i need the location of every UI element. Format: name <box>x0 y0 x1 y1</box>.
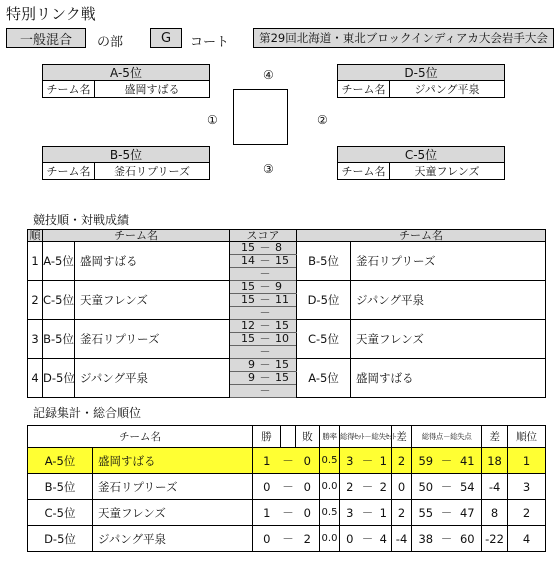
set-score-team1: 15 <box>241 280 255 293</box>
tournament-name: 第29回北海道・東北ブロックインディアカ大会岩手大会 <box>253 28 554 48</box>
set-score-team2: 15 <box>275 371 289 384</box>
division-label: 一般混合 <box>6 28 86 48</box>
team-seed: A-5位 <box>43 65 209 81</box>
score-dash: － <box>259 280 271 293</box>
team-seed: A-5位 <box>28 448 93 474</box>
set-score <box>230 281 297 294</box>
point-diff: -4 <box>482 474 508 500</box>
set-score-team2: 15 <box>275 358 289 371</box>
set-score <box>230 320 297 333</box>
wins: 1 <box>253 448 281 474</box>
results-table <box>27 229 546 398</box>
standings-row <box>28 474 546 500</box>
header-point-diff: 差 <box>482 426 508 448</box>
score-dash: － <box>259 267 271 280</box>
points-won: 38 <box>412 526 440 552</box>
score-dash: － <box>259 384 271 397</box>
team-name: ジパング平泉 <box>93 526 253 552</box>
header-team: チーム名 <box>28 426 253 448</box>
team-box-c5 <box>337 146 505 180</box>
team-seed: B-5位 <box>43 147 209 163</box>
score-dash: － <box>259 332 271 345</box>
match-order: 4 <box>28 359 43 398</box>
header-rank: 順位 <box>508 426 546 448</box>
team1-name: ジパング平泉 <box>75 359 230 398</box>
wins: 0 <box>253 474 281 500</box>
set-score-team2: 11 <box>275 293 289 306</box>
rank: 1 <box>508 448 546 474</box>
win-rate: 0.0 <box>320 474 340 500</box>
set-score-team2: 9 <box>275 280 282 293</box>
wins: 1 <box>253 500 281 526</box>
team-seed: D-5位 <box>28 526 93 552</box>
sets-dash: － <box>360 500 376 526</box>
points-won: 59 <box>412 448 440 474</box>
results-section-title: 競技順・対戦成績 <box>33 213 130 227</box>
set-score-team1: 14 <box>241 254 255 267</box>
set-score <box>230 307 297 320</box>
losses: 2 <box>296 526 320 552</box>
sets-lost: 1 <box>376 500 392 526</box>
court-letter: G <box>150 28 182 48</box>
score-dash: － <box>259 319 271 332</box>
win-rate: 0.5 <box>320 500 340 526</box>
set-score-team2: 10 <box>275 332 289 345</box>
team2-name: 盛岡すばる <box>351 359 546 398</box>
sets-dash: － <box>360 526 376 552</box>
team1-seed: D-5位 <box>43 359 75 398</box>
score-dash: － <box>259 371 271 384</box>
team2-name: ジパング平泉 <box>351 281 546 320</box>
header-win: 勝 <box>253 426 281 448</box>
score-dash: － <box>259 241 271 254</box>
header-score: スコア <box>230 230 297 242</box>
result-row <box>28 242 546 255</box>
points-won: 55 <box>412 500 440 526</box>
sets-lost: 4 <box>376 526 392 552</box>
set-diff: -4 <box>392 526 412 552</box>
set-diff: 2 <box>392 500 412 526</box>
team-name: 天童フレンズ <box>93 500 253 526</box>
sets-won: 3 <box>340 500 360 526</box>
team-box-a5 <box>42 64 210 98</box>
rank: 4 <box>508 526 546 552</box>
team1-seed: C-5位 <box>43 281 75 320</box>
set-score <box>230 385 297 398</box>
result-row <box>28 320 546 333</box>
team-name-label: チーム名 <box>43 81 95 97</box>
team-seed: D-5位 <box>338 65 504 81</box>
sets-dash: － <box>360 474 376 500</box>
team-box-d5 <box>337 64 505 98</box>
win-loss-dash: － <box>281 526 296 552</box>
header-team2: チーム名 <box>297 230 546 242</box>
points-dash: － <box>440 448 454 474</box>
point-diff: 8 <box>482 500 508 526</box>
set-score <box>230 255 297 268</box>
rank: 2 <box>508 500 546 526</box>
team2-seed: C-5位 <box>297 320 351 359</box>
set-score-team2: 15 <box>275 319 289 332</box>
match-number-1: ① <box>207 113 218 127</box>
win-loss-dash: － <box>281 448 296 474</box>
standings-row <box>28 448 546 474</box>
set-score-team1: 15 <box>241 293 255 306</box>
standings-header-row <box>28 426 546 448</box>
losses: 0 <box>296 500 320 526</box>
team-seed: C-5位 <box>28 500 93 526</box>
wins: 0 <box>253 526 281 552</box>
court-label: コート <box>190 35 230 50</box>
set-diff: 2 <box>392 448 412 474</box>
win-loss-dash: － <box>281 474 296 500</box>
team-name-label: チーム名 <box>43 163 95 179</box>
set-score <box>230 372 297 385</box>
points-dash: － <box>440 526 454 552</box>
points-lost: 54 <box>454 474 482 500</box>
set-score <box>230 346 297 359</box>
win-rate: 0.5 <box>320 448 340 474</box>
set-score-team1: 15 <box>241 241 255 254</box>
standings-row <box>28 526 546 552</box>
team-name: 盛岡すばる <box>124 83 180 96</box>
sets-won: 2 <box>340 474 360 500</box>
sets-lost: 1 <box>376 448 392 474</box>
set-score-team1: 15 <box>241 332 255 345</box>
set-score-team1: 12 <box>241 319 255 332</box>
division-suffix: の部 <box>97 35 124 50</box>
match-number-2: ② <box>317 113 328 127</box>
header-order: 順 <box>29 229 41 242</box>
team-seed: C-5位 <box>338 147 504 163</box>
team2-seed: B-5位 <box>297 242 351 281</box>
losses: 0 <box>296 448 320 474</box>
sets-lost: 2 <box>376 474 392 500</box>
header-loss: 敗 <box>296 426 320 448</box>
set-score-team1: 9 <box>248 371 255 384</box>
win-rate: 0.0 <box>320 526 340 552</box>
points-lost: 41 <box>454 448 482 474</box>
win-loss-dash: － <box>281 500 296 526</box>
set-score <box>230 359 297 372</box>
standings-section-title: 記録集計・総合順位 <box>33 406 142 420</box>
team-name: 天童フレンズ <box>414 165 480 178</box>
team2-name: 釜石リプリーズ <box>351 242 546 281</box>
score-dash: － <box>259 293 271 306</box>
set-score-team1: 9 <box>248 358 255 371</box>
points-lost: 47 <box>454 500 482 526</box>
team2-seed: A-5位 <box>297 359 351 398</box>
team1-name: 天童フレンズ <box>75 281 230 320</box>
set-score <box>230 268 297 281</box>
team2-name: 天童フレンズ <box>351 320 546 359</box>
standings-table <box>27 425 546 552</box>
standings-row <box>28 500 546 526</box>
team1-name: 釜石リプリーズ <box>75 320 230 359</box>
rank: 3 <box>508 474 546 500</box>
team-name: 釜石リプリーズ <box>93 474 253 500</box>
score-dash: － <box>259 254 271 267</box>
point-diff: -22 <box>482 526 508 552</box>
points-dash: － <box>440 474 454 500</box>
set-diff: 0 <box>392 474 412 500</box>
score-dash: － <box>259 358 271 371</box>
header-sets: 総得ｾｯﾄ－総失ｾｯﾄ <box>340 426 392 448</box>
match-number-3: ③ <box>263 162 274 176</box>
score-dash: － <box>259 345 271 358</box>
set-score <box>230 294 297 307</box>
header-rate: 勝率 <box>320 426 340 448</box>
team2-seed: D-5位 <box>297 281 351 320</box>
team-name-label: チーム名 <box>338 163 390 179</box>
sets-won: 0 <box>340 526 360 552</box>
team1-seed: A-5位 <box>43 242 75 281</box>
set-score-team2: 15 <box>275 254 289 267</box>
set-score <box>230 333 297 346</box>
header-set-diff: 差 <box>392 426 412 448</box>
result-row <box>28 359 546 372</box>
team-name-label: チーム名 <box>338 81 390 97</box>
sets-dash: － <box>360 448 376 474</box>
set-score-team2: 8 <box>275 241 282 254</box>
points-won: 50 <box>412 474 440 500</box>
team1-seed: B-5位 <box>43 320 75 359</box>
match-order: 2 <box>28 281 43 320</box>
header-team1: チーム名 <box>43 230 230 242</box>
bracket-court-square <box>233 89 288 145</box>
team-name: 盛岡すばる <box>93 448 253 474</box>
team-name: ジパング平泉 <box>414 83 480 96</box>
team-box-b5 <box>42 146 210 180</box>
match-order: 3 <box>28 320 43 359</box>
team-seed: B-5位 <box>28 474 93 500</box>
header-points: 総得点－総失点 <box>412 426 482 448</box>
match-number-4: ④ <box>263 68 274 82</box>
results-header-row <box>28 230 546 242</box>
point-diff: 18 <box>482 448 508 474</box>
sets-won: 3 <box>340 448 360 474</box>
set-score <box>230 242 297 255</box>
points-lost: 60 <box>454 526 482 552</box>
losses: 0 <box>296 474 320 500</box>
page-title: 特別リンク戦 <box>6 5 96 23</box>
result-row <box>28 281 546 294</box>
team-name: 釜石リプリーズ <box>113 165 190 178</box>
team1-name: 盛岡すばる <box>75 242 230 281</box>
points-dash: － <box>440 500 454 526</box>
score-dash: － <box>259 306 271 319</box>
match-order: 1 <box>28 242 43 281</box>
